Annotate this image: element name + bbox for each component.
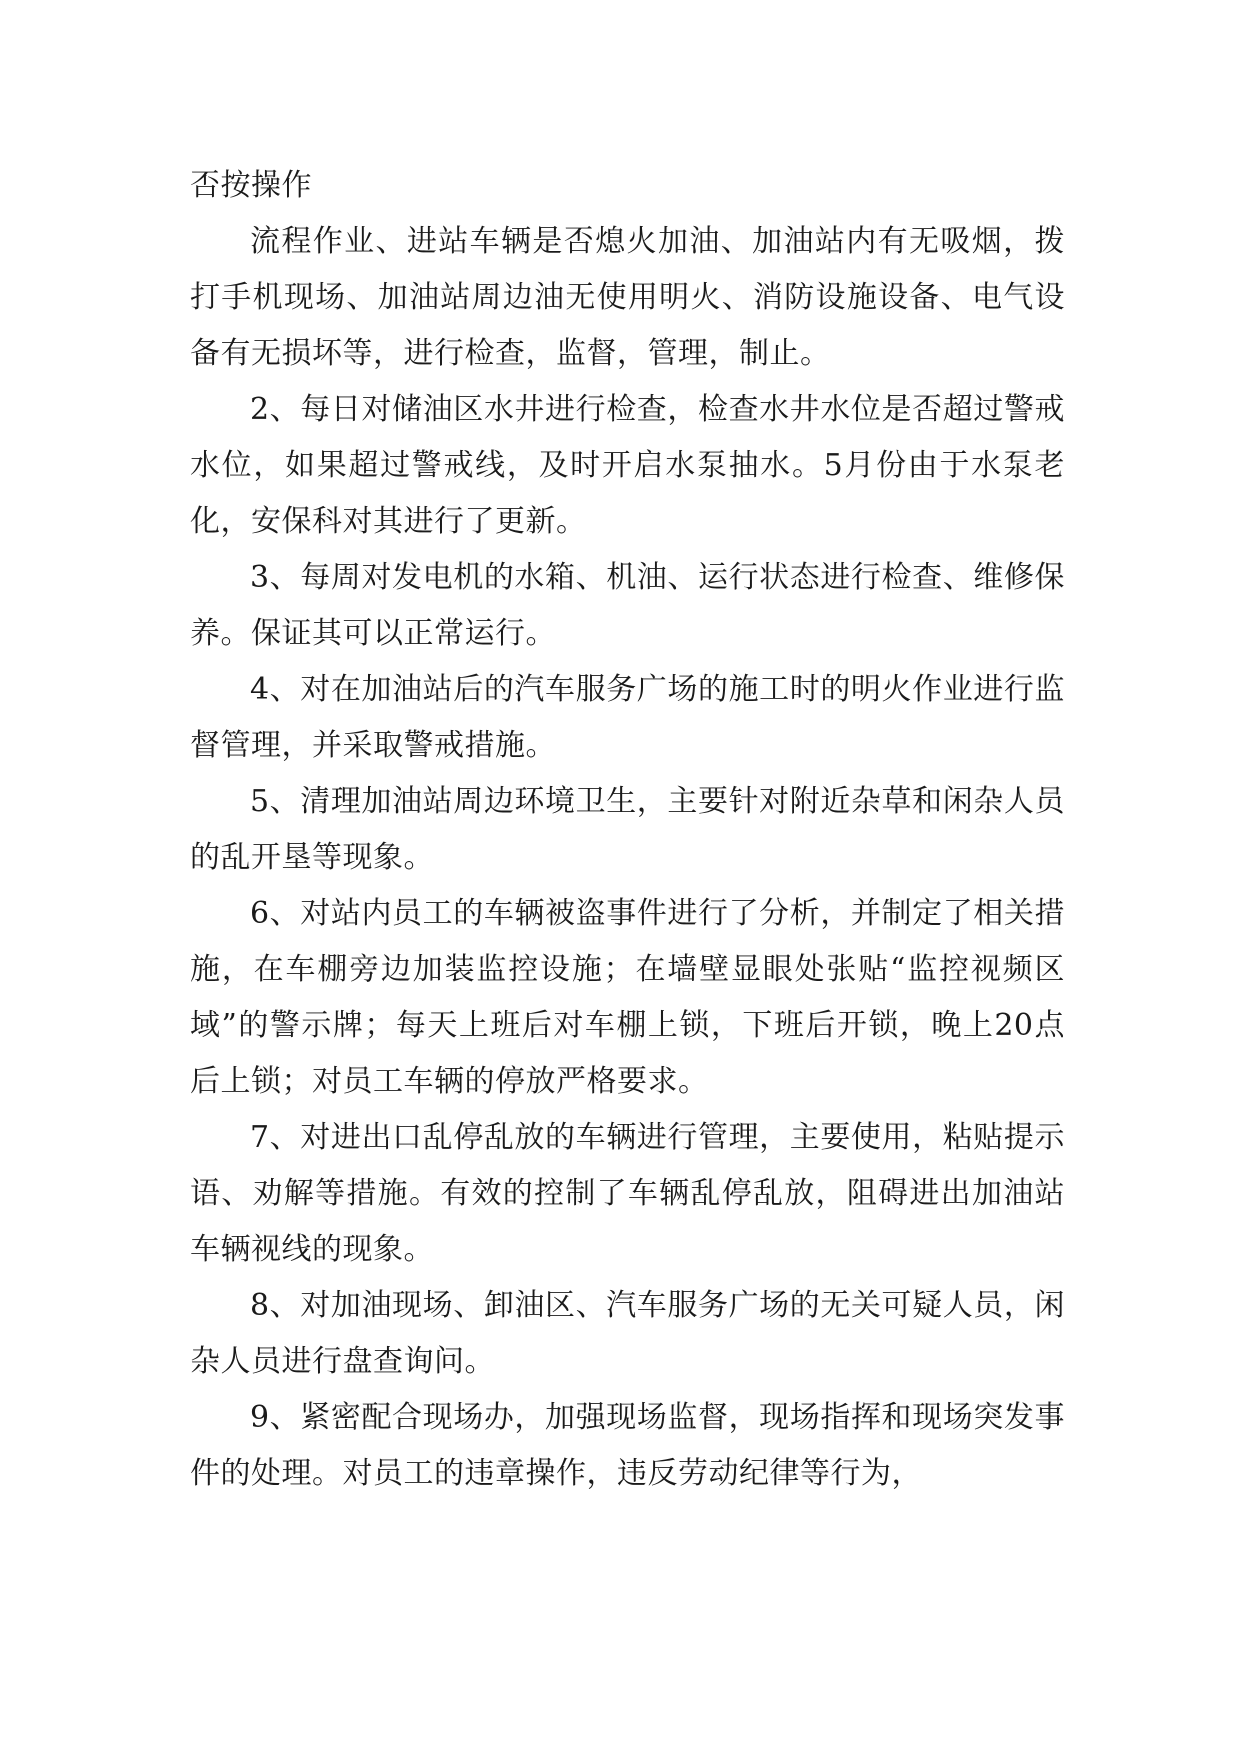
- paragraph-process-work: 流程作业、进站车辆是否熄火加油、加油站内有无吸烟，拨打手机现场、加油站周边油无使用明火、消防设施设备、电气设备有无损坏等，进行检查，监督，管理，制止。: [190, 224, 1065, 371]
- paragraph-item-5: 5、清理加油站周边环境卫生，主要针对附近杂草和闲杂人员的乱开垦等现象。: [190, 784, 1065, 875]
- paragraph-item-3: 3、每周对发电机的水箱、机油、运行状态进行检查、维修保养。保证其可以正常运行。: [190, 560, 1065, 651]
- document-body: [190, 158, 1065, 1502]
- paragraph-item-2: 2、每日对储油区水井进行检查，检查水井水位是否超过警戒水位，如果超过警戒线，及时开启水泵抽水。5月份由于水泵老化，安保科对其进行了更新。: [190, 392, 1065, 539]
- paragraph-item-6: 6、对站内员工的车辆被盗事件进行了分析，并制定了相关措施，在车棚旁边加装监控设施；在墙壁显眼处张贴“监控视频区域”的警示牌；每天上班后对车棚上锁，下班后开锁，晚上20点后上锁；对员工车辆的停放严格要求。: [190, 896, 1065, 1099]
- paragraph-item-8: 8、对加油现场、卸油区、汽车服务广场的无关可疑人员，闲杂人员进行盘查询问。: [190, 1288, 1065, 1379]
- paragraph-continuation: 否按操作: [190, 168, 312, 203]
- paragraph-item-7: 7、对进出口乱停乱放的车辆进行管理，主要使用，粘贴提示语、劝解等措施。有效的控制了车辆乱停乱放，阻碍进出加油站车辆视线的现象。: [190, 1120, 1065, 1267]
- paragraph-item-4: 4、对在加油站后的汽车服务广场的施工时的明火作业进行监督管理，并采取警戒措施。: [190, 672, 1065, 763]
- paragraph-item-9: 9、紧密配合现场办，加强现场监督，现场指挥和现场突发事件的处理。对员工的违章操作，违反劳动纪律等行为，: [190, 1400, 1065, 1491]
